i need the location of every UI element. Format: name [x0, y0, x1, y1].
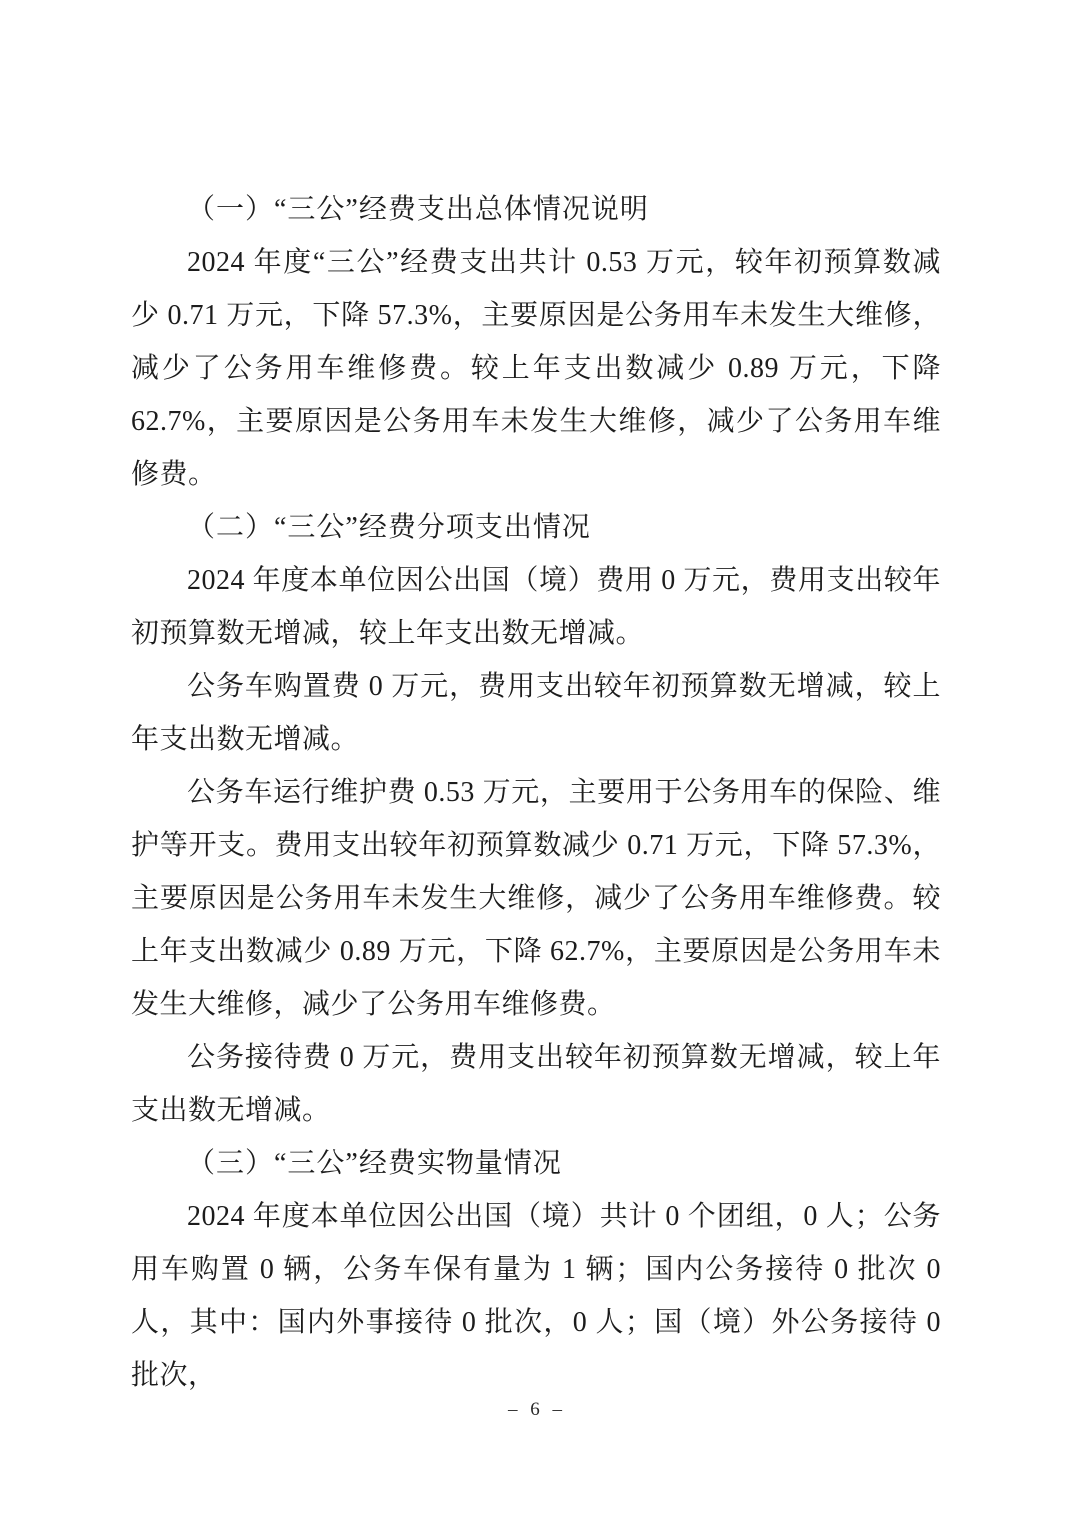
paragraph-physical-quantities: 2024 年度本单位因公出国（境）共计 0 个团组，0 人；公务用车购置 0 辆，公务车保有量为 1 辆；国内公务接待 0 批次 0 人，其中：国内外事接待 0 批次，0 人；国（境）外公务接待 0 批次，: [131, 1201, 941, 1391]
page-number: – 6 –: [508, 1399, 566, 1420]
document-body: [131, 183, 941, 1402]
paragraph-vehicle-purchase: 公务车购置费 0 万元，费用支出较年初预算数无增减，较上年支出数无增减。: [131, 671, 941, 755]
section-heading-3: （三）“三公”经费实物量情况: [187, 1148, 562, 1179]
section-heading-2: （二）“三公”经费分项支出情况: [187, 512, 591, 543]
section-heading-1: （一）“三公”经费支出总体情况说明: [187, 194, 649, 225]
paragraph-vehicle-maintenance: 公务车运行维护费 0.53 万元，主要用于公务用车的保险、维护等开支。费用支出较年初预算数减少 0.71 万元，下降 57.3%，主要原因是公务用车未发生大维修，减少了公务用车维修费。较上年支出数减少 0.89 万元，下降 62.7%，主要原因是公务用车未发生大维修，减少了公务用车维修费。: [131, 777, 941, 1020]
paragraph-overseas-travel: 2024 年度本单位因公出国（境）费用 0 万元，费用支出较年初预算数无增减，较上年支出数无增减。: [131, 565, 941, 649]
paragraph-overall-spending: 2024 年度“三公”经费支出共计 0.53 万元，较年初预算数减少 0.71 万元，下降 57.3%，主要原因是公务用车未发生大维修，减少了公务用车维修费。较上年支出数减少 0.89 万元，下降 62.7%，主要原因是公务用车未发生大维修，减少了公务用车维修费。: [131, 247, 941, 490]
paragraph-official-reception: 公务接待费 0 万元，费用支出较年初预算数无增减，较上年支出数无增减。: [131, 1042, 941, 1126]
